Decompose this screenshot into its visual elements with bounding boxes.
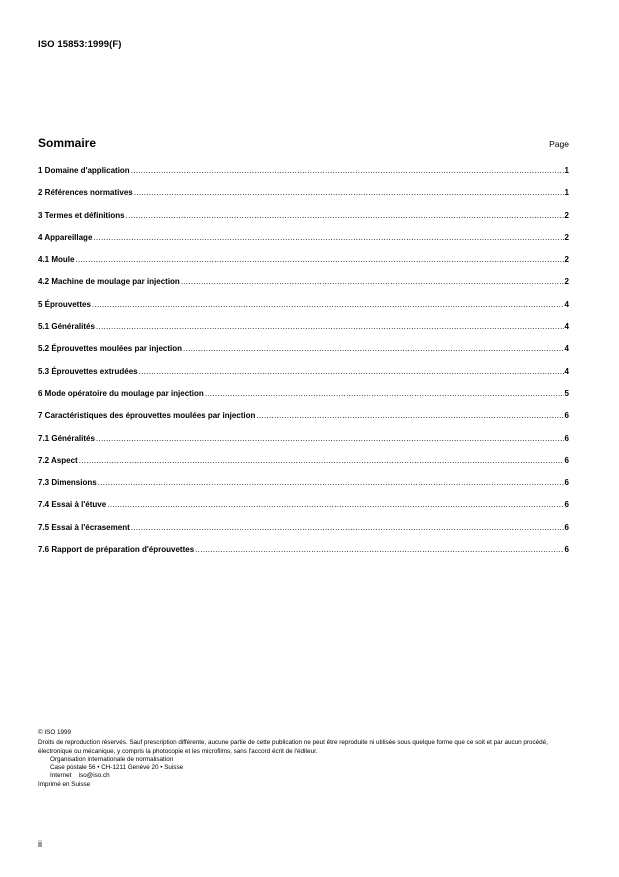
- toc-entry[interactable]: [38, 389, 569, 411]
- toc-entry-page: 2: [564, 277, 569, 287]
- toc-entry[interactable]: [38, 344, 569, 366]
- toc-entry-page: 1: [564, 166, 569, 175]
- toc-dot-leader: [131, 166, 564, 175]
- toc-entry-title: 2 Références normatives: [38, 188, 133, 198]
- toc-entry-title: 5.1 Généralités: [38, 322, 95, 332]
- toc-entry-title: 7.3 Dimensions: [38, 478, 97, 488]
- toc-entry[interactable]: [38, 188, 569, 210]
- toc-entry-title: 5.2 Éprouvettes moulées par injection: [38, 344, 183, 354]
- toc-entry-title: 5.3 Éprouvettes extrudées: [38, 366, 138, 376]
- toc-entry-page: 4: [564, 322, 569, 332]
- email-address: iso@iso.ch: [78, 772, 110, 780]
- toc-entry-title: 7.2 Aspect: [38, 455, 78, 465]
- toc-entry-title: 7.6 Rapport de préparation d'éprouvettes: [38, 545, 195, 555]
- toc-entry-title: 3 Termes et définitions: [38, 210, 125, 220]
- postal-address: Case postale 56 • CH-1211 Genève 20 • Suisse: [50, 764, 184, 772]
- toc-page-column-label: Page: [549, 139, 569, 149]
- toc-dot-leader: [183, 344, 564, 353]
- toc-entry[interactable]: [38, 277, 569, 299]
- toc-entry-title: 4 Appareillage: [38, 232, 93, 242]
- toc-dot-leader: [92, 300, 564, 309]
- rights-notice: Droits de reproduction réservés. Sauf prescription différente, aucune partie de cette publication ne peut être reproduite ni utilisée sous quelque forme que ce soit et par aucun procédé, électronique ou mécanique, y compris la photocopie et les microfilms, sans l'accord écrit de l'éditeur.: [38, 739, 548, 755]
- toc-entry[interactable]: [38, 456, 569, 478]
- toc-entry[interactable]: [38, 367, 569, 389]
- toc-entry-title: 5 Éprouvettes: [38, 299, 91, 309]
- toc-dot-leader: [205, 389, 564, 398]
- toc-entry[interactable]: [38, 478, 569, 500]
- toc-dot-leader: [96, 322, 564, 331]
- toc-entry-page: 2: [564, 232, 569, 242]
- organization-name: Organisation internationale de normalisation: [50, 755, 174, 763]
- toc-entry-page: 1: [564, 188, 569, 198]
- toc-title: Sommaire: [38, 136, 97, 150]
- toc-entry[interactable]: [38, 166, 569, 188]
- toc-entry-page: 6: [564, 500, 569, 510]
- toc-entry-page: 6: [564, 522, 569, 532]
- toc-dot-leader: [96, 434, 564, 443]
- table-of-contents: [38, 166, 569, 567]
- toc-dot-leader: [256, 411, 563, 420]
- toc-dot-leader: [75, 255, 563, 264]
- toc-entry[interactable]: [38, 545, 569, 567]
- toc-entry-title: 4.2 Machine de moulage par injection: [38, 277, 180, 287]
- toc-entry-page: 6: [564, 411, 569, 421]
- toc-entry[interactable]: [38, 434, 569, 456]
- toc-dot-leader: [139, 367, 564, 376]
- toc-entry-page: 2: [564, 255, 569, 265]
- toc-dot-leader: [134, 188, 564, 197]
- toc-entry-title: 1 Domaine d'application: [38, 166, 130, 175]
- toc-entry-page: 4: [564, 344, 569, 354]
- toc-entry[interactable]: [38, 322, 569, 344]
- toc-dot-leader: [107, 500, 563, 509]
- document-id-header: ISO 15853:1999(F): [38, 39, 122, 50]
- toc-entry-page: 6: [564, 545, 569, 555]
- toc-entry-title: 7.4 Essai à l'étuve: [38, 500, 107, 510]
- internet-label: Internet: [50, 772, 72, 780]
- page-number: ii: [38, 839, 42, 849]
- toc-entry-title: 6 Mode opératoire du moulage par injection: [38, 388, 204, 398]
- internet-contact: [38, 772, 573, 780]
- toc-entry-page: 6: [564, 478, 569, 488]
- toc-entry-page: 2: [564, 210, 569, 220]
- toc-dot-leader: [98, 478, 564, 487]
- toc-entry[interactable]: [38, 211, 569, 233]
- toc-entry[interactable]: [38, 500, 569, 522]
- toc-entry[interactable]: [38, 300, 569, 322]
- toc-dot-leader: [181, 277, 564, 286]
- toc-entry[interactable]: [38, 233, 569, 255]
- copyright-line: © ISO 1999: [38, 729, 71, 736]
- toc-dot-leader: [126, 211, 564, 220]
- toc-entry[interactable]: [38, 255, 569, 277]
- toc-dot-leader: [195, 545, 563, 554]
- printed-in: Imprimé en Suisse: [38, 780, 91, 788]
- toc-entry[interactable]: [38, 411, 569, 433]
- toc-dot-leader: [79, 456, 564, 465]
- toc-entry-page: 6: [564, 455, 569, 465]
- toc-entry-page: 4: [564, 366, 569, 376]
- toc-entry-page: 5: [564, 388, 569, 398]
- toc-entry-title: 7.5 Essai à l'écrasement: [38, 522, 130, 532]
- toc-dot-leader: [131, 523, 564, 532]
- toc-dot-leader: [93, 233, 563, 242]
- toc-entry-page: 4: [564, 299, 569, 309]
- toc-entry-title: 7.1 Généralités: [38, 433, 95, 443]
- toc-entry-page: 6: [564, 433, 569, 443]
- copyright-footer: [38, 729, 573, 789]
- toc-entry-title: 4.1 Moule: [38, 255, 75, 265]
- toc-entry[interactable]: [38, 523, 569, 545]
- toc-entry-title: 7 Caractéristiques des éprouvettes moulées par injection: [38, 411, 256, 421]
